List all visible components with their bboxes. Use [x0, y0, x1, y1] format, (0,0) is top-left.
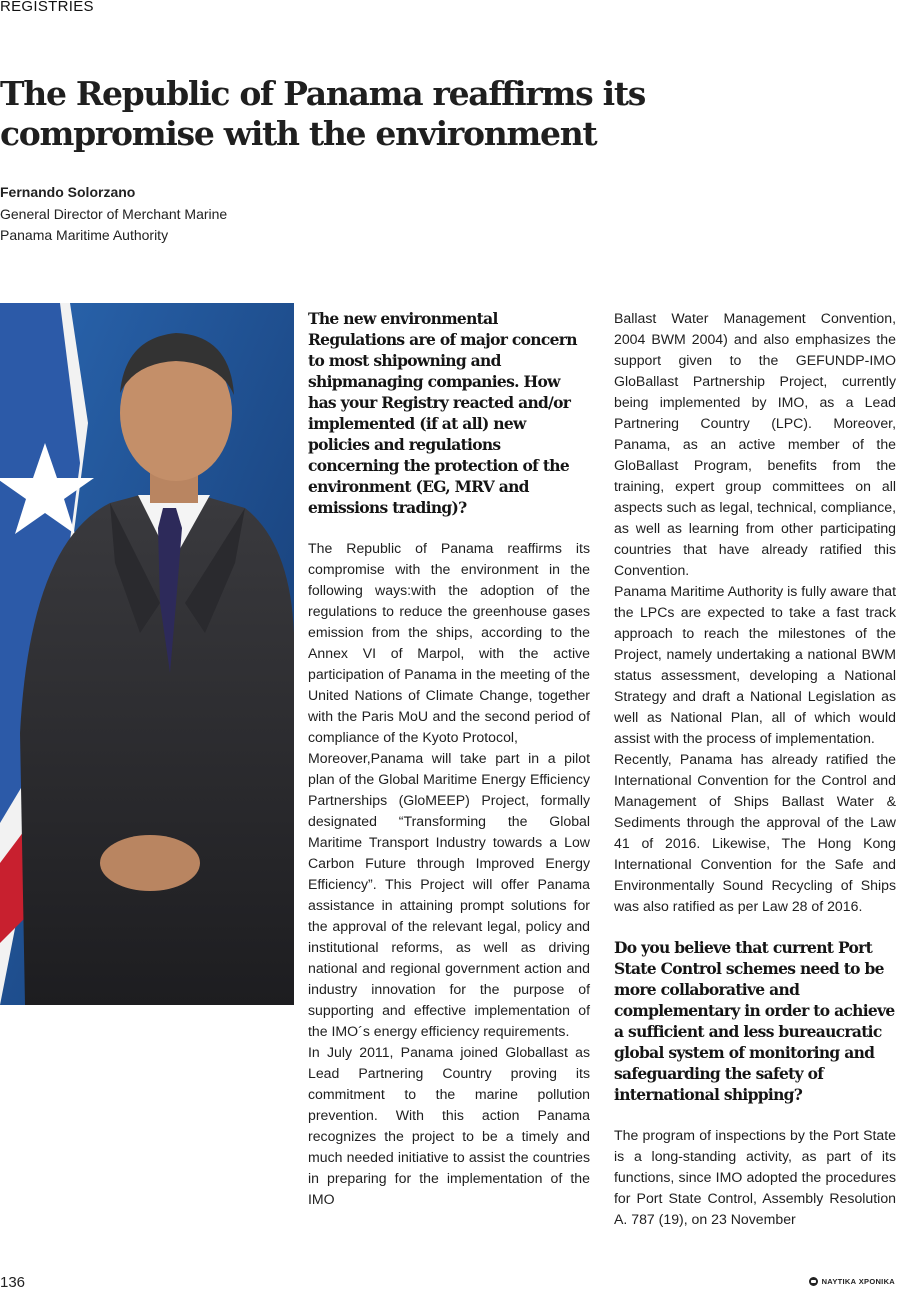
author-name: Fernando Solorzano [0, 184, 136, 200]
paragraph: The Republic of Panama reaffirms its compromise with the environment in the following ways:with the adoption of the regulations to reduce the greenhouse gases emission from the ships, according to the Annex VI of Marpol, with the active participation of Panama in the meeting of the United Nations of Climate Change, together with the Paris MoU and the second period of compliance of the Kyoto Protocol, [308, 540, 590, 745]
publisher-mark [809, 1277, 895, 1286]
author-photo [0, 303, 294, 1005]
paragraph: The program of inspections by the Port State is a long-standing activity, as part of its functions, since IMO adopted the procedures for Port State Control, Assembly Resolution A. 787 (19), on 23 November [614, 1127, 896, 1227]
publisher-name: ΝΑΥΤΙΚΑ ΧΡΟΝΙΚΑ [821, 1277, 895, 1286]
question-heading-1: The new environmental Regulations are of major concern to most shipowning and shipmanaging companies. How has your Registry reacted and/or implemented (if at all) new policies and regulations concerning the protection of the environment (EG, MRV and emissions trading)? [308, 309, 577, 517]
section-label: REGISTRIES [0, 0, 94, 15]
paragraph: Panama Maritime Authority is fully aware that the LPCs are expected to take a fast track approach to reach the milestones of the Project, namely undertaking a national BWM status assessment, developing a National Strategy and draft a National Legislation as well as National Plan, all of which would assist with the process of implementation. [614, 583, 896, 746]
paragraph: Moreover,Panama will take part in a pilot plan of the Global Maritime Energy Efficiency Partnerships (GloMEEP) Project, formally designated “Transforming the Global Maritime Transport Industry towards a Low Carbon Future through Improved Energy Efficiency”. This Project will offer Panama assistance in attaining prompt solutions for the approval of the relevant legal, policy and institutional reforms, as well as driving national and regional government action and industry innovation for the purpose of supporting and effective implementation of the IMO´s energy efficiency requirements. [308, 750, 590, 1039]
author-organization: Panama Maritime Authority [0, 227, 169, 243]
article-column-1 [308, 308, 590, 1210]
byline [0, 182, 227, 247]
paragraph: In July 2011, Panama joined Globallast as Lead Partnering Country proving its commitment to the marine pollution prevention. With this action Panama recognizes the project to be a timely and much needed initiative to assist the countries in preparing for the implementation of the IMO [308, 1044, 590, 1207]
article-title: The Republic of Panama reaffirms its compromise with the environment [0, 74, 646, 153]
question-heading-2: Do you believe that current Port State Control schemes need to be more collaborative and complementary in order to achieve a sufficient and less bureaucratic global system of monitoring and safeguarding the safety of international shipping? [614, 938, 895, 1104]
author-role: General Director of Merchant Marine [0, 205, 228, 222]
publisher-logo-icon [809, 1277, 818, 1286]
article-column-2 [614, 308, 896, 1230]
paragraph: Recently, Panama has already ratified the International Convention for the Control and Management of Ships Ballast Water & Sediments through the approval of the Law 41 of 2016. Likewise, The Hong Kong International Convention for the Safe and Environmentally Sound Recycling of Ships was also ratified as per Law 28 of 2016. [614, 751, 896, 914]
page-number: 136 [0, 1274, 26, 1291]
paragraph: Ballast Water Management Convention, 2004 BWM 2004) and also emphasizes the support given to the GEFUNDP-IMO GloBallast Partnership Project, currently being implemented by IMO, as a Lead Partnering Country (LPC). Moreover, Panama, as an active member of the GloBallast Program, benefits from the training, expert group committees on all aspects such as legal, technical, compliance, as well as learning from other participating countries that have already ratified this Convention. [614, 310, 896, 578]
